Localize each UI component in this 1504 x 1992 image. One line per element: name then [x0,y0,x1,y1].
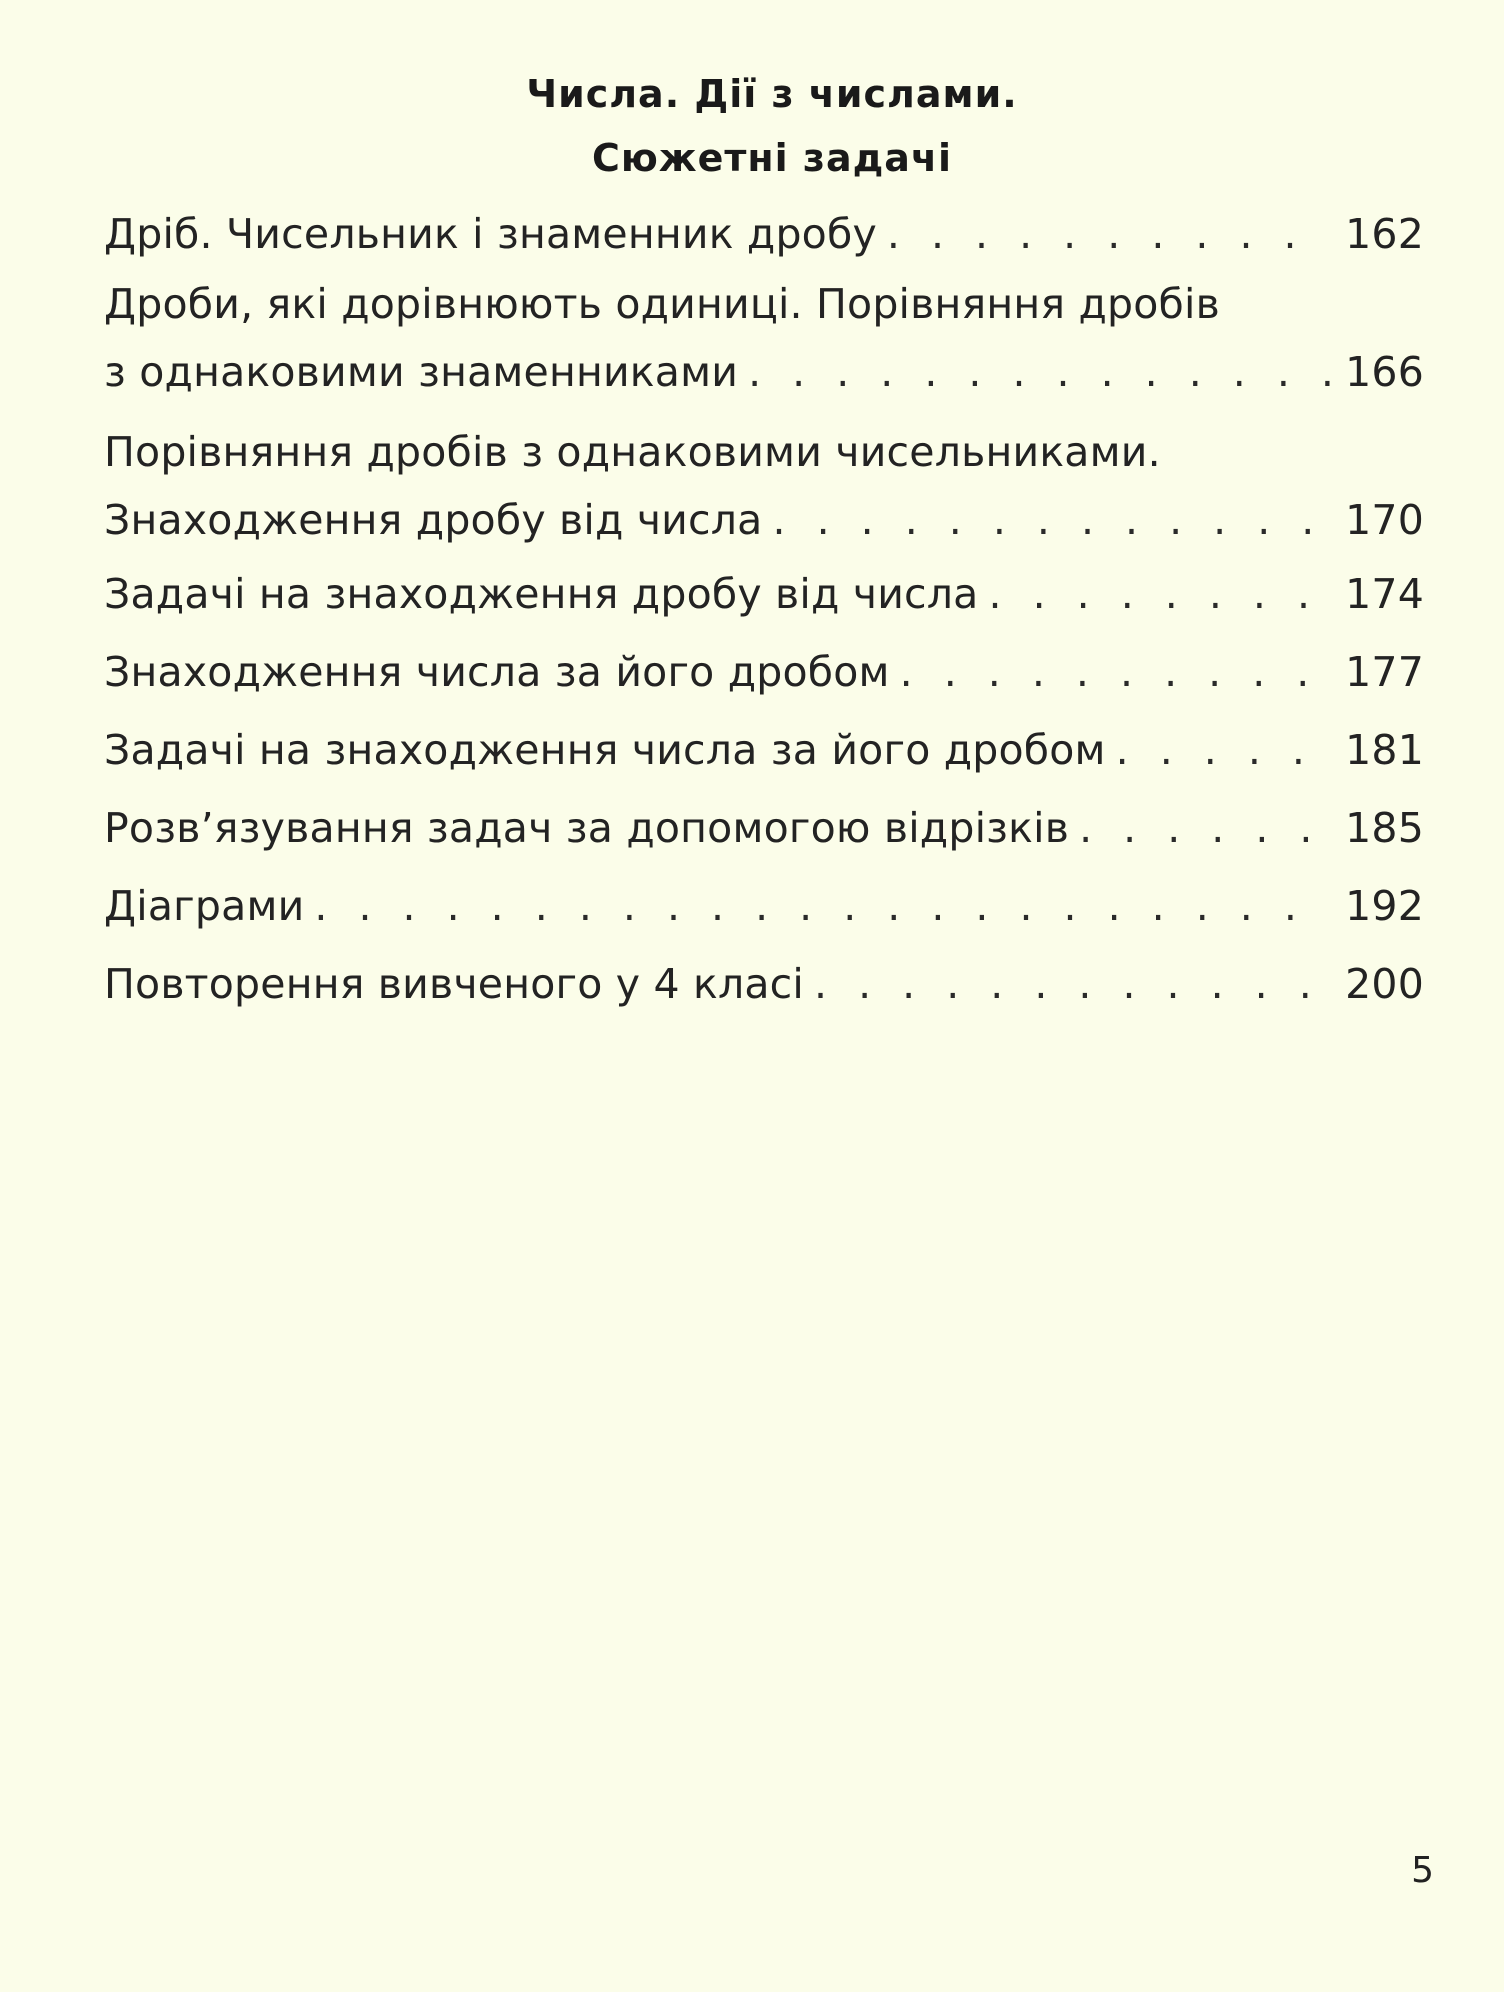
toc-entry[interactable] [104,794,1424,862]
leader-dots [314,872,1330,940]
toc-entry-title: Знаходження числа за його дробом [104,648,890,696]
toc-entry-page: 181 [1345,726,1424,774]
toc-entry[interactable] [104,638,1424,706]
leader-dots [1116,716,1330,784]
toc-entry-title-cont: з однаковими знаменниками [104,348,739,396]
leader-dots [748,338,1330,406]
leader-dots [989,560,1330,628]
toc-entry-title: Розв’язування задач за допомогою відрізків [104,804,1070,852]
toc-entry-title-cont: Знаходження дробу від числа [104,496,763,544]
toc-entry-title: Задачі на знаходження числа за його дробом [104,726,1106,774]
leader-dots [814,950,1330,1018]
toc-entry-title: Порівняння дробів з однаковими чисельниками. [104,428,1161,476]
leader-dots [1079,794,1330,862]
toc-entry[interactable] [104,560,1424,628]
toc-entry[interactable] [104,872,1424,940]
toc-entry-title: Задачі на знаходження дробу від числа [104,570,979,618]
toc-entry-page: 185 [1345,804,1424,852]
toc-entry-page: 162 [1345,210,1424,258]
toc-entry-page: 200 [1345,960,1424,1008]
section-title-line1: Числа. Дії з числами. [526,72,1018,116]
toc-entry-page: 174 [1345,570,1424,618]
toc-entry-page: 192 [1345,882,1424,930]
toc-entry-page: 177 [1345,648,1424,696]
leader-dots [887,200,1330,268]
toc-entry[interactable] [104,418,1424,554]
toc-entry[interactable] [104,200,1424,268]
toc-entry-title: Діаграми [104,882,305,930]
section-title-line2: Сюжетні задачі [591,136,953,180]
leader-dots [773,486,1331,554]
toc-entry[interactable] [104,270,1424,406]
toc-entry[interactable] [104,950,1424,1018]
toc-entry-title: Дріб. Чисельник і знаменник дробу [104,210,877,258]
page-number: 5 [1411,1850,1434,1891]
toc-entry-title: Повторення вивченого у 4 класі [104,960,805,1008]
toc-entry-page: 166 [1345,348,1424,396]
leader-dots [900,638,1330,706]
toc-entry-title: Дроби, які дорівнюють одиниці. Порівняння дробів [104,280,1220,328]
toc-entry[interactable] [104,716,1424,784]
toc-entry-page: 170 [1345,496,1424,544]
